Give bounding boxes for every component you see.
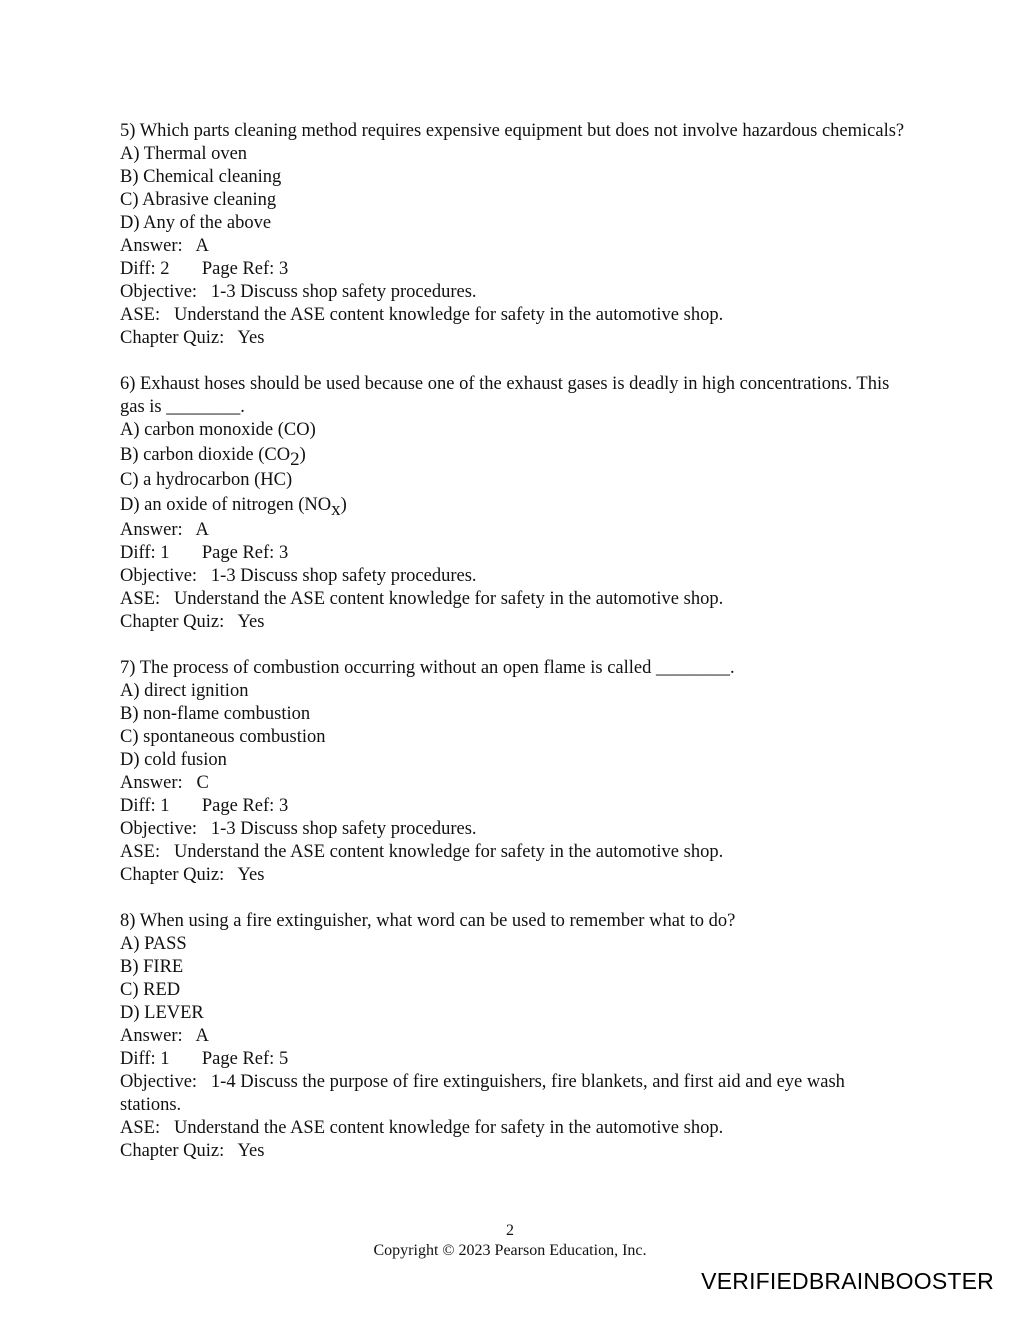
ase-standard: ASE: Understand the ASE content knowledge for safety in the automotive shop. xyxy=(120,589,724,609)
option-d: D) LEVER xyxy=(120,1003,204,1023)
difficulty-page-ref: Diff: 1 Page Ref: 3 xyxy=(120,543,289,563)
question-stem: 6) Exhaust hoses should be used because one of the exhaust gases is deadly in high concentrations. This gas is ________. xyxy=(120,374,894,417)
option-d: D) Any of the above xyxy=(120,213,272,233)
difficulty-page-ref: Diff: 1 Page Ref: 5 xyxy=(120,1049,289,1069)
answer: Answer: A xyxy=(120,1026,209,1046)
objective: Objective: 1-3 Discuss shop safety procedures. xyxy=(120,566,477,586)
difficulty-page-ref: Diff: 1 Page Ref: 3 xyxy=(120,796,289,816)
option-a: A) direct ignition xyxy=(120,681,249,701)
question-5 xyxy=(120,120,910,350)
option-c: C) spontaneous combustion xyxy=(120,727,326,747)
difficulty-page-ref: Diff: 2 Page Ref: 3 xyxy=(120,259,289,279)
chapter-quiz: Chapter Quiz: Yes xyxy=(120,1141,265,1161)
answer: Answer: A xyxy=(120,236,209,256)
ase-standard: ASE: Understand the ASE content knowledge for safety in the automotive shop. xyxy=(120,305,724,325)
objective: Objective: 1-4 Discuss the purpose of fire extinguishers, fire blankets, and first aid and eye wash stations. xyxy=(120,1072,850,1115)
option-d xyxy=(120,492,910,519)
option-a: A) Thermal oven xyxy=(120,144,248,164)
answer: Answer: A xyxy=(120,520,209,540)
chapter-quiz: Chapter Quiz: Yes xyxy=(120,328,265,348)
subscript: 2 xyxy=(290,449,300,470)
option-c: C) a hydrocarbon (HC) xyxy=(120,470,293,490)
option-a: A) carbon monoxide (CO) xyxy=(120,420,316,440)
question-stem: 7) The process of combustion occurring without an open flame is called ________. xyxy=(120,658,735,678)
ase-standard: ASE: Understand the ASE content knowledge for safety in the automotive shop. xyxy=(120,1118,724,1138)
option-text: B) carbon dioxide (CO xyxy=(120,445,291,465)
question-stem: 5) Which parts cleaning method requires expensive equipment but does not involve hazardous chemicals? xyxy=(120,121,905,141)
option-b: B) FIRE xyxy=(120,957,184,977)
watermark-text: VERIFIEDBRAINBOOSTER xyxy=(701,1268,994,1294)
option-b: B) non-flame combustion xyxy=(120,704,311,724)
ase-standard: ASE: Understand the ASE content knowledge for safety in the automotive shop. xyxy=(120,842,724,862)
question-7 xyxy=(120,657,910,887)
option-c: C) Abrasive cleaning xyxy=(120,190,277,210)
subscript: x xyxy=(331,499,341,520)
option-text-end: ) xyxy=(299,445,306,465)
option-text: D) an oxide of nitrogen (NO xyxy=(120,495,332,515)
question-8 xyxy=(120,910,910,1163)
option-b: B) Chemical cleaning xyxy=(120,167,282,187)
page-number: 2 xyxy=(506,1222,514,1239)
option-b xyxy=(120,442,910,469)
option-a: A) PASS xyxy=(120,934,187,954)
option-text-end: ) xyxy=(340,495,347,515)
question-6 xyxy=(120,373,910,634)
option-d: D) cold fusion xyxy=(120,750,227,770)
objective: Objective: 1-3 Discuss shop safety procedures. xyxy=(120,819,477,839)
option-c: C) RED xyxy=(120,980,181,1000)
answer: Answer: C xyxy=(120,773,209,793)
chapter-quiz: Chapter Quiz: Yes xyxy=(120,612,265,632)
question-list xyxy=(120,120,910,1163)
chapter-quiz: Chapter Quiz: Yes xyxy=(120,865,265,885)
objective: Objective: 1-3 Discuss shop safety procedures. xyxy=(120,282,477,302)
copyright-notice: Copyright © 2023 Pearson Education, Inc. xyxy=(373,1242,647,1259)
question-stem: 8) When using a fire extinguisher, what word can be used to remember what to do? xyxy=(120,911,736,931)
